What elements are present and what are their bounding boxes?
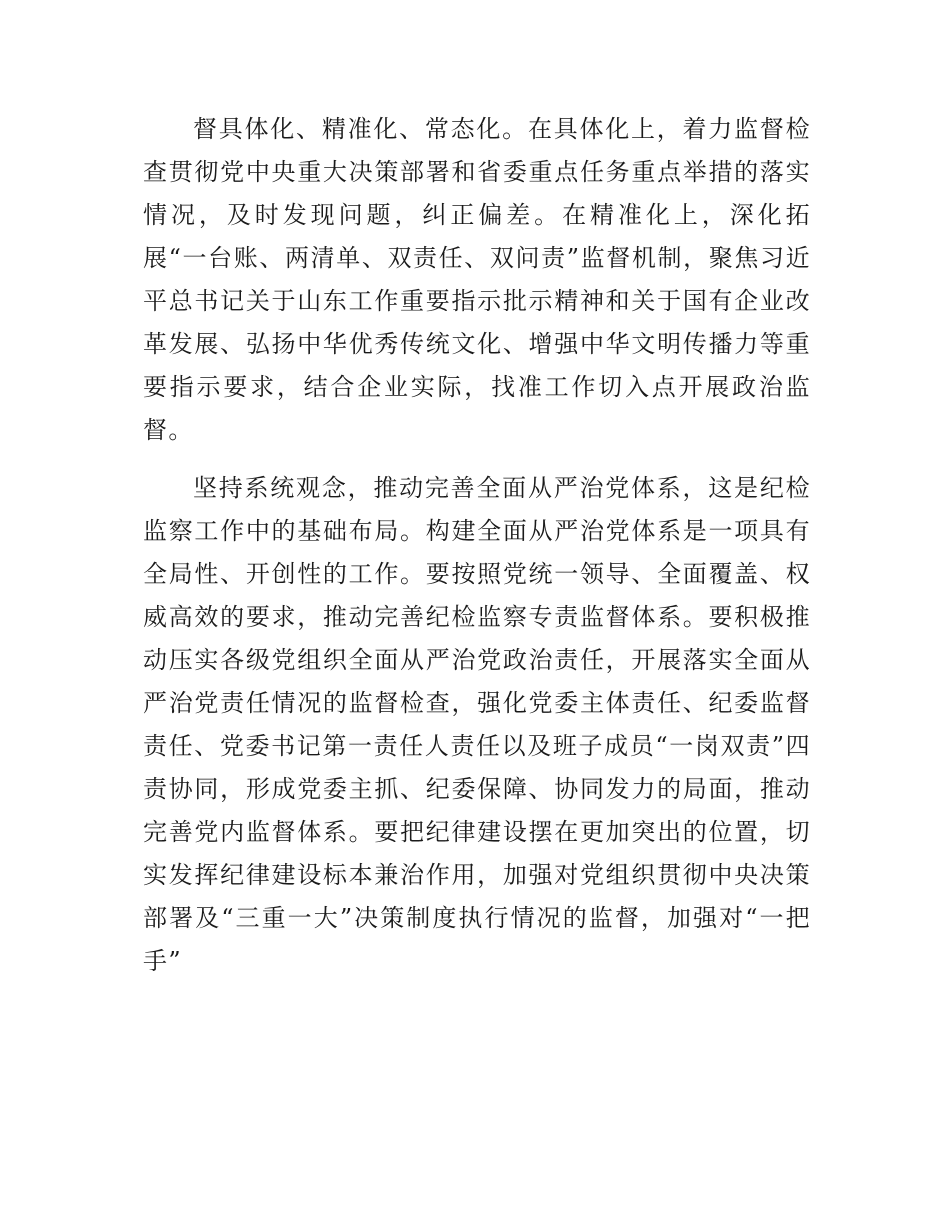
paragraph-political-supervision: 督具体化、精准化、常态化。在具体化上，着力监督检查贯彻党中央重大决策部署和省委重点任务重点举措的落实情况，及时发现问题，纠正偏差。在精准化上，深化拓展“一台账、两清单、双责任、双问责”监督机制，聚焦习近平总书记关于山东工作重要指示批示精神和关于国有企业改革发展、弘扬中华优秀传统文化、增强中华文明传播力等重要指示要求，结合企业实际，找准工作切入点开展政治监督。 [143,115,811,444]
document-body [143,108,811,983]
paragraph-system-concept: 坚持系统观念，推动完善全面从严治党体系，这是纪检监察工作中的基础布局。构建全面从严治党体系是一项具有全局性、开创性的工作。要按照党统一领导、全面覆盖、权威高效的要求，推动完善纪检监察专责监督体系。要积极推动压实各级党组织全面从严治党政治责任，开展落实全面从严治党责任情况的监督检查，强化党委主体责任、纪委监督责任、党委书记第一责任人责任以及班子成员“一岗双责”四责协同，形成党委主抓、纪委保障、协同发力的局面，推动完善党内监督体系。要把纪律建设摆在更加突出的位置，切实发挥纪律建设标本兼治作用，加强对党组织贯彻中央决策部署及“三重一大”决策制度执行情况的监督，加强对“一把手” [143,474,811,975]
